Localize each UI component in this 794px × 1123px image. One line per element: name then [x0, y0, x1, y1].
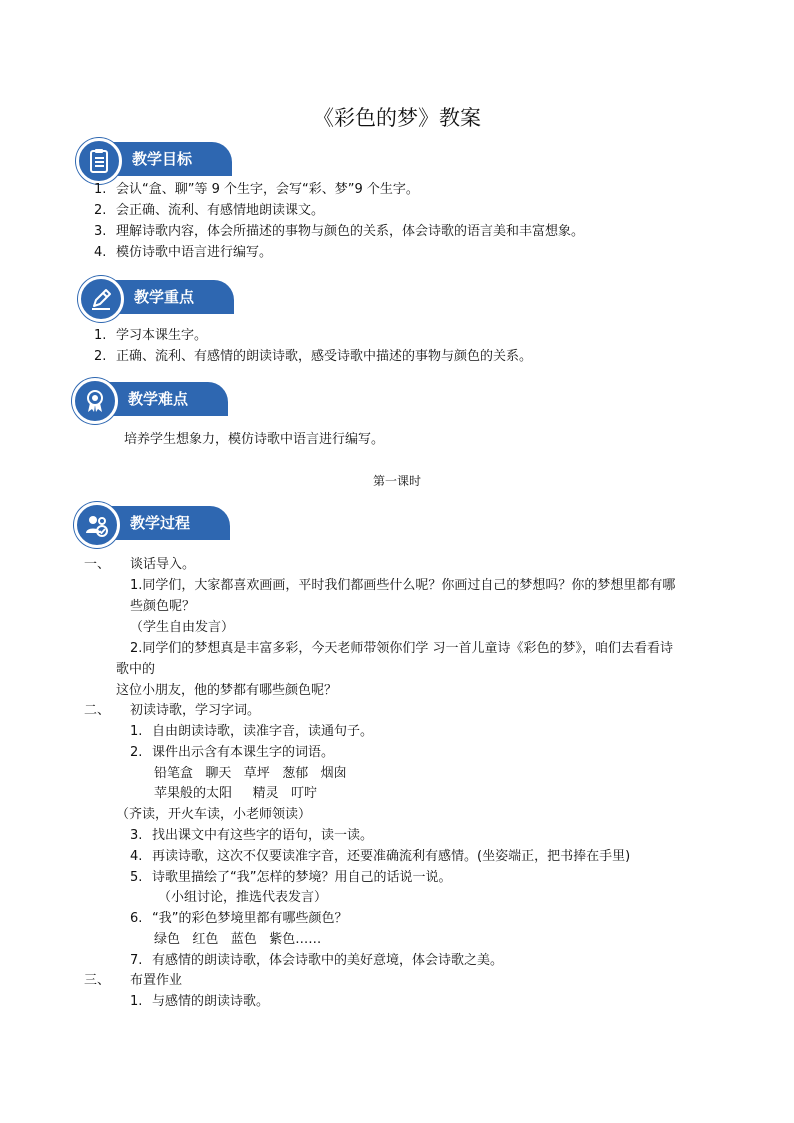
paragraph-line: 这位小朋友，他的梦都有哪些颜色呢？	[116, 683, 338, 698]
paragraph-line: （学生自由发言）	[130, 620, 235, 635]
list-item: 1. 学习本课生字。	[94, 328, 208, 343]
list-item: 3. 理解诗歌内容，体会所描述的事物与颜色的关系，体会诗歌的语言美和丰富想象。	[94, 224, 585, 239]
pencil-icon	[78, 276, 124, 322]
paragraph-line: 2.同学们的梦想真是丰富多彩，今天老师带领你们学 习一首儿童诗《彩色的梦》，咱们去看看诗	[130, 641, 674, 656]
part-title: 布置作业	[130, 973, 183, 988]
section-heading: 教学难点	[128, 390, 189, 408]
part-number: 一、	[84, 557, 111, 572]
part-title: 初读诗歌，学习字词。	[130, 703, 261, 718]
list-item: 6. “我”的彩色梦境里都有哪些颜色？	[130, 911, 348, 926]
list-item: 2. 课件出示含有本课生字的词语。	[130, 745, 335, 760]
paragraph-line: 歌中的	[116, 662, 156, 677]
word-list: 铅笔盒 聊天 草坪 葱郁 烟囱	[154, 766, 347, 781]
difficulty-text: 培养学生想象力，模仿诗歌中语言进行编写。	[124, 432, 385, 447]
paragraph-line: （小组讨论，推选代表发言）	[158, 890, 328, 905]
paragraph-line: 些颜色呢？	[130, 599, 196, 614]
list-item: 4. 再读诗歌，这次不仅要读准字音，还要准确流利有感情。(坐姿端正，把书捧在手里)	[130, 849, 631, 864]
list-item: 5. 诗歌里描绘了“我”怎样的梦境？用自己的话说一说。	[130, 870, 452, 885]
section-heading: 教学重点	[134, 288, 195, 306]
list-item: 4. 模仿诗歌中语言进行编写。	[94, 245, 273, 260]
section-banner-difficulty	[72, 380, 232, 418]
award-ribbon-icon	[72, 378, 118, 424]
section-banner-keypoints	[78, 278, 238, 316]
lesson-label: 第一课时	[372, 474, 421, 488]
section-heading: 教学过程	[130, 514, 191, 532]
paragraph-line: （齐读，开火车读，小老师领读）	[116, 807, 312, 822]
color-list: 绿色 红色 蓝色 紫色……	[154, 932, 322, 947]
section-banner-process	[74, 504, 234, 542]
word-list: 苹果般的太阳 精灵 叮咛	[154, 786, 318, 801]
section-banner-goals	[76, 140, 236, 178]
checklist-icon	[76, 138, 122, 184]
people-icon	[74, 502, 120, 548]
list-item: 3. 找出课文中有这些字的语句，读一读。	[130, 828, 374, 843]
list-item: 2. 会正确、流利、有感情地朗读课文。	[94, 203, 325, 218]
part-number: 二、	[84, 703, 111, 718]
paragraph-line: 1.同学们，大家都喜欢画画，平时我们都画些什么呢？你画过自己的梦想吗？你的梦想里都有哪	[130, 578, 676, 593]
list-item: 2. 正确、流利、有感情的朗读诗歌，感受诗歌中描述的事物与颜色的关系。	[94, 349, 533, 364]
section-heading: 教学目标	[132, 150, 193, 168]
list-item: 7. 有感情的朗读诗歌，体会诗歌中的美好意境，体会诗歌之美。	[130, 953, 504, 968]
document-title: 《彩色的梦》教案	[313, 106, 481, 130]
list-item: 1. 自由朗读诗歌，读准字音，读通句子。	[130, 724, 374, 739]
list-item: 1. 与感情的朗读诗歌。	[130, 994, 270, 1009]
part-number: 三、	[84, 973, 111, 988]
part-title: 谈话导入。	[130, 557, 196, 572]
list-item: 1. 会认“盒、聊”等 9 个生字，会写“彩、梦”9 个生字。	[94, 182, 419, 197]
